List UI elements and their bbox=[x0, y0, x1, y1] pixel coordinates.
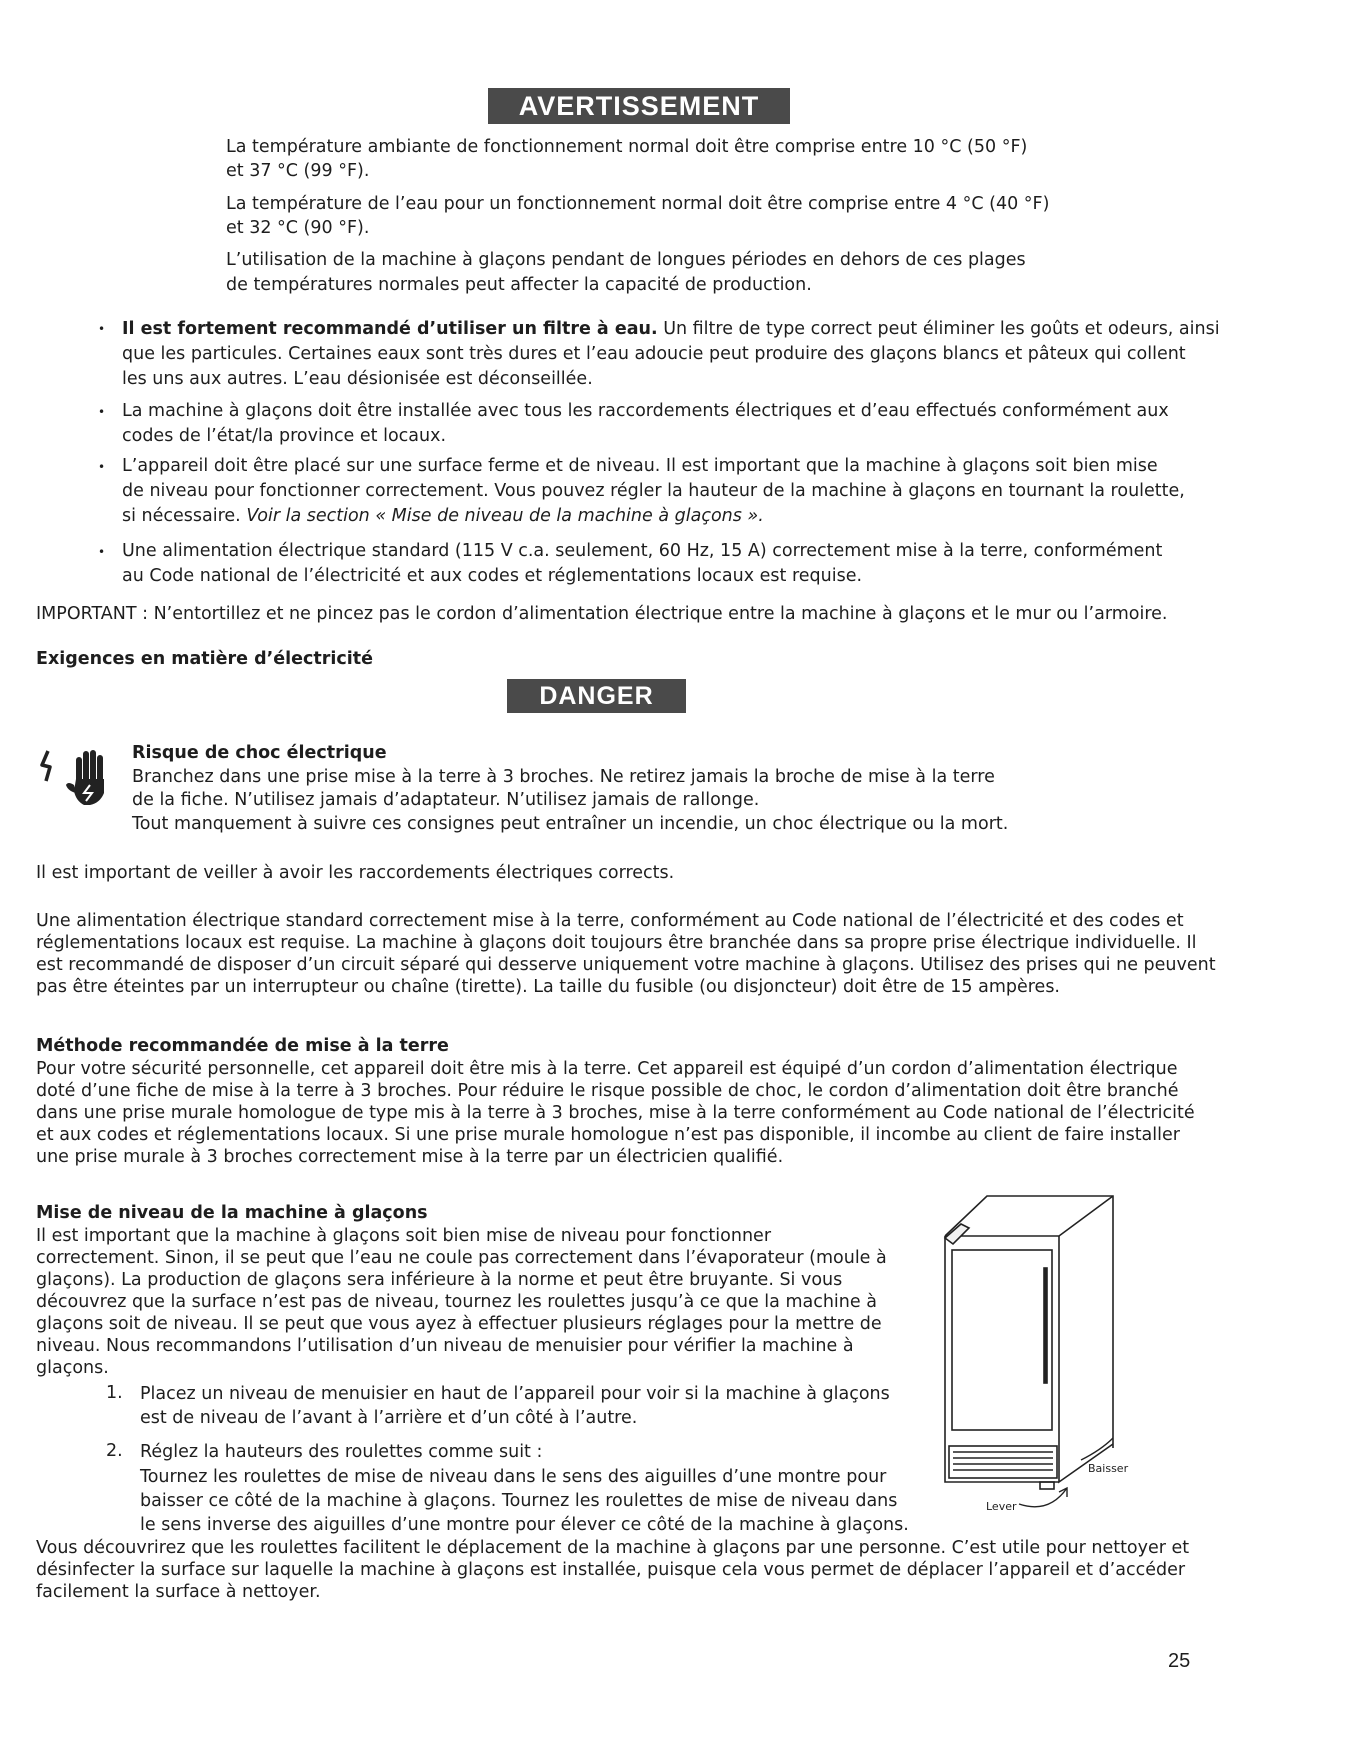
warning-line: L’utilisation de la machine à glaçons pendant de longues périodes en dehors de ces plages bbox=[226, 250, 1026, 270]
shock-risk-line: Branchez dans une prise mise à la terre à 3 broches. Ne retirez jamais la broche de mise à la terre bbox=[132, 767, 995, 787]
bullet-text: si nécessaire. bbox=[122, 506, 247, 526]
grounding-heading: Méthode recommandée de mise à la terre bbox=[36, 1036, 449, 1056]
bullet-icon: • bbox=[98, 545, 106, 559]
shock-risk-line: de la fiche. N’utilisez jamais d’adaptateur. N’utilisez jamais de rallonge. bbox=[132, 790, 760, 810]
warning-line: de températures normales peut affecter la capacité de production. bbox=[226, 275, 812, 295]
bullet-filter-text: Un filtre de type correct peut éliminer les goûts et odeurs, ainsi bbox=[657, 319, 1220, 339]
leveling-heading: Mise de niveau de la machine à glaçons bbox=[36, 1203, 428, 1223]
warning-line: et 37 °C (99 °F). bbox=[226, 161, 370, 181]
lower-label: Baisser bbox=[1088, 1462, 1129, 1475]
bullet-filter-emphasis: Il est fortement recommandé d’utiliser un filtre à eau. bbox=[122, 319, 658, 339]
warning-line: La température de l’eau pour un fonctionnement normal doit être comprise entre 4 °C (40 °F) bbox=[226, 194, 1050, 214]
bullet-line: les uns aux autres. L’eau désionisée est déconseillée. bbox=[122, 369, 593, 389]
bullet-line: codes de l’état/la province et locaux. bbox=[122, 426, 447, 446]
closing-paragraph: Vous découvrirez que les roulettes facilitent le déplacement de la machine à glaçons par une personne. C’est utile pour nettoyer et désinfecter la surface sur laquelle la machine à glaçons est installée, puisque cela vous permet de déplacer l’appareil et d’accéder facilement la surface à nettoyer. bbox=[36, 1538, 1190, 1602]
shock-risk-line: Tout manquement à suivre ces consignes peut entraîner un incendie, un choc électrique ou la mort. bbox=[132, 814, 1009, 834]
warning-line: et 32 °C (90 °F). bbox=[226, 218, 370, 238]
bullet-line: au Code national de l’électricité et aux codes et réglementations locaux est requise. bbox=[122, 566, 863, 586]
step-line: Tournez les roulettes de mise de niveau dans le sens des aiguilles d’une montre pour bbox=[140, 1467, 887, 1487]
bullet-line: La machine à glaçons doit être installée avec tous les raccordements électriques et d’eau effectués conformément aux bbox=[122, 401, 1169, 421]
warning-banner: AVERTISSEMENT bbox=[488, 88, 790, 124]
electric-shock-hand-icon bbox=[38, 745, 118, 810]
warning-line: La température ambiante de fonctionnement normal doit être comprise entre 10 °C (50 °F) bbox=[226, 137, 1028, 157]
bullet-line bbox=[122, 505, 764, 527]
step-number: 1. bbox=[106, 1383, 123, 1403]
step-line: est de niveau de l’avant à l’arrière et d’un côté à l’autre. bbox=[140, 1408, 638, 1428]
ice-machine-illustration bbox=[935, 1188, 1155, 1528]
electrical-heading: Exigences en matière d’électricité bbox=[36, 649, 374, 669]
bullet-line: L’appareil doit être placé sur une surface ferme et de niveau. Il est important que la machine à glaçons soit bien mise bbox=[122, 456, 1158, 476]
bullet-line: Une alimentation électrique standard (115 V c.a. seulement, 60 Hz, 15 A) correctement mise à la terre, conformément bbox=[122, 541, 1163, 561]
shock-risk-title: Risque de choc électrique bbox=[132, 743, 387, 763]
bullet-icon: • bbox=[98, 405, 106, 419]
step-line: baisser ce côté de la machine à glaçons. Tournez les roulettes de mise de niveau dans bbox=[140, 1491, 898, 1511]
page-number: 25 bbox=[1168, 1650, 1191, 1672]
step-line: Placez un niveau de menuisier en haut de l’appareil pour voir si la machine à glaçons bbox=[140, 1384, 890, 1404]
bullet-icon: • bbox=[98, 460, 106, 474]
leveling-paragraph: Il est important que la machine à glaçons soit bien mise de niveau pour fonctionner correctement. Sinon, il se peut que l’eau ne coule pas correctement dans l’évaporateur (moule à glaçons). La production de glaçons sera inférieure à la norme et peut être bruyante. Si vous découvrez que la surface n’est pas de niveau, tournez les roulettes jusqu’à ce que la machine à glaçons soit de niveau. Il se peut que vous ayez à effectuer plusieurs réglages pour la mettre de niveau. Nous recommandons l’utilisation d’un niveau de menuisier pour vérifier la machine à glaçons. bbox=[36, 1226, 887, 1378]
danger-banner: DANGER bbox=[507, 679, 686, 713]
grounding-paragraph: Pour votre sécurité personnelle, cet appareil doit être mis à la terre. Cet appareil est équipé d’un cordon d’alimentation électrique doté d’une fiche de mise à la terre à 3 broches. Pour réduire le risque possible de choc, le cordon d’alimentation doit être branché dans une prise murale homologue de type mis à la terre à 3 broches, mise à la terre conformément au Code national de l’électricité et aux codes et réglementations locaux. Si une prise murale homologue n’est pas disponible, il incombe au client de faire installer une prise murale à 3 broches correctement mise à la terre par un électricien qualifié. bbox=[36, 1059, 1195, 1167]
raise-label: Lever bbox=[986, 1500, 1017, 1513]
bullet-item-filter bbox=[122, 318, 1220, 340]
important-note: IMPORTANT : N’entortillez et ne pincez pas le cordon d’alimentation électrique entre la machine à glaçons et le mur ou l’armoire. bbox=[36, 604, 1168, 624]
bullet-icon: • bbox=[98, 322, 106, 336]
step-number: 2. bbox=[106, 1441, 123, 1461]
bullet-line: que les particules. Certaines eaux sont très dures et l’eau adoucie peut produire des glaçons blancs et pâteux qui collent bbox=[122, 344, 1186, 364]
electrical-paragraph: Il est important de veiller à avoir les raccordements électriques corrects. bbox=[36, 863, 675, 883]
electrical-paragraph: Une alimentation électrique standard correctement mise à la terre, conformément au Code national de l’électricité et des codes et réglementations locaux est requise. La machine à glaçons doit toujours être branchée dans sa propre prise électrique individuelle. Il est recommandé de disposer d’un circuit séparé qui desserve uniquement votre machine à glaçons. Utilisez des prises qui ne peuvent pas être éteintes par un interrupteur ou chaîne (tirette). La taille du fusible (ou disjoncteur) doit être de 15 ampères. bbox=[36, 911, 1216, 997]
step-line: le sens inverse des aiguilles d’une montre pour élever ce côté de la machine à glaçons. bbox=[140, 1515, 909, 1535]
step-line: Réglez la hauteurs des roulettes comme suit : bbox=[140, 1442, 543, 1462]
bullet-line: de niveau pour fonctionner correctement. Vous pouvez régler la hauteur de la machine à glaçons en tournant la roulette, bbox=[122, 481, 1185, 501]
section-reference: Voir la section « Mise de niveau de la machine à glaçons ». bbox=[246, 506, 764, 526]
